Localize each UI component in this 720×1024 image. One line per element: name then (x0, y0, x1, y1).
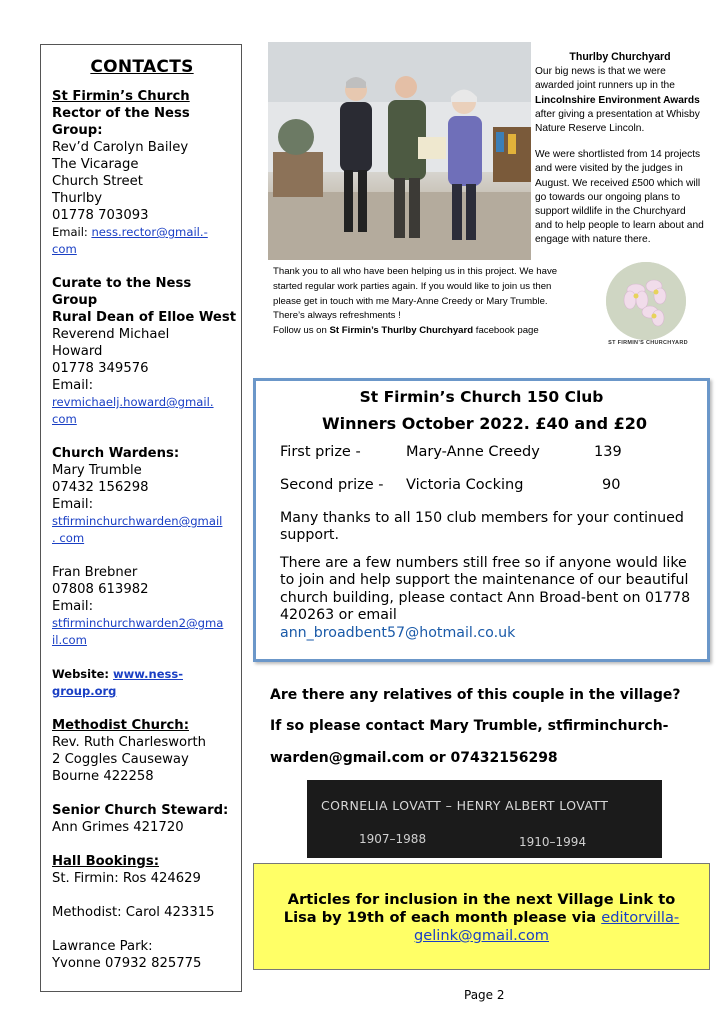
club-appeal-text: There are a few numbers still free so if anyone would like to join and help support the maintenance of our beautiful church building, please contact Ann Broad-bent on 01778 420263 or email (280, 555, 691, 624)
rector-email-line (52, 224, 241, 241)
warden2-name: Fran Brebner (52, 565, 138, 580)
curate-name-line2: Howard (52, 344, 103, 359)
website-contact (52, 666, 241, 700)
relatives-line1: Are there any relatives of this couple in the village? (270, 687, 681, 703)
warden1-phone: 07432 156298 (52, 480, 149, 495)
methodist-heading: Methodist Church: (52, 718, 189, 733)
methodist-address-line2: Bourne 422258 (52, 769, 154, 784)
articles-line2 (254, 909, 709, 927)
curate-role-line1: Curate to the Ness (52, 276, 192, 291)
warden1-name: Mary Trumble (52, 463, 142, 478)
relatives-line2: If so please contact Mary Trumble, stfirminchurch- (270, 718, 669, 734)
methodist-name: Rev. Ruth Charlesworth (52, 735, 207, 750)
warden2-contact (52, 564, 241, 649)
rector-role-line2: Group: (52, 123, 103, 138)
website-link[interactable]: www.ness- (113, 667, 183, 681)
page-number: Page 2 (464, 988, 505, 1002)
churchyard-para1-text: Our big news is that we were awarded joint runners up in the (535, 66, 675, 92)
rector-role-line1: Rector of the Ness (52, 106, 190, 121)
curate-role-line3: Rural Dean of Elloe West (52, 310, 237, 325)
articles-line1: Articles for inclusion in the next Village Link to (287, 891, 676, 908)
plaque-dates-cornelia: 1907–1988 (359, 832, 427, 846)
award-photo-illustration (268, 42, 531, 260)
churchyard-para2: We were shortlisted from 14 projects and were visited by the judges in August. We received £500 which will go towards our ongoing plans to support wildlife in the Churchyard and to help people to learn about and engage with nature there. (535, 149, 704, 246)
curate-name-line1: Reverend Michael (52, 327, 170, 342)
lawrance-park (52, 938, 241, 972)
flower-logo (606, 262, 686, 340)
lawrance-line2: Yvonne 07932 825775 (52, 956, 202, 971)
club-winners-heading: Winners October 2022. £40 and £20 (322, 414, 647, 433)
steward-contact (52, 802, 241, 836)
lawrance-line1: Lawrance Park: (52, 939, 153, 954)
second-prize-name: Victoria Cocking (406, 477, 524, 493)
churchyard-para1-end: after giving a presentation at Whisby Nature Reserve Lincoln. (535, 108, 700, 135)
rector-address-line1: The Vicarage (52, 157, 139, 172)
warden1-email-link[interactable]: stfirminchurchwarden@gmail (52, 514, 223, 528)
warden2-email-link[interactable]: stfirminchurchwarden2@gma (52, 616, 224, 630)
plaque-names: CORNELIA LOVATT – HENRY ALBERT LOVATT (321, 798, 609, 813)
st-firmin-heading: St Firmin’s Church (52, 89, 190, 104)
rector-email-link[interactable]: ness.rector@gmail.- (91, 225, 208, 239)
hall-contact (52, 853, 241, 887)
club-150-box (253, 378, 710, 662)
methodist-address-line1: 2 Coggles Causeway (52, 752, 189, 767)
flower-logo-label: ST FIRMIN’S CHURCHYARD (608, 340, 688, 346)
warden2-phone: 07808 613982 (52, 582, 149, 597)
rector-address-line3: Thurlby (52, 191, 103, 206)
hall-st-firmin: St. Firmin: Ros 424629 (52, 871, 201, 886)
hall-heading: Hall Bookings: (52, 854, 159, 869)
st-firmin-contact (52, 88, 241, 258)
plaque-dates-henry: 1910–1994 (519, 835, 587, 849)
curate-email-link-cont[interactable]: com (52, 412, 77, 426)
warden1-email-link-cont[interactable]: . com (52, 531, 85, 545)
club-thanks: Many thanks to all 150 club members for your continued support. (280, 510, 684, 544)
award-photo (268, 42, 531, 260)
churchyard-article (535, 50, 705, 260)
methodist-contact (52, 717, 241, 785)
first-prize-number: 139 (594, 444, 622, 460)
contacts-panel (40, 44, 242, 992)
rector-address-line2: Church Street (52, 174, 143, 189)
churchyard-thanks (273, 265, 603, 339)
memorial-plaque-photo (307, 780, 662, 858)
editor-email-link[interactable]: editorvilla- (601, 909, 680, 926)
relatives-line3: warden@gmail.com or 07432156298 (270, 750, 558, 766)
rector-name: Rev’d Carolyn Bailey (52, 140, 189, 155)
follow-line (273, 324, 603, 339)
follow-pre: Follow us on (273, 325, 330, 337)
first-prize-name: Mary-Anne Creedy (406, 444, 540, 460)
curate-contact (52, 275, 241, 428)
first-prize-label: First prize - (280, 444, 361, 460)
flower-icon (606, 262, 686, 340)
second-prize-number: 90 (602, 477, 621, 493)
hall-methodist: Methodist: Carol 423315 (52, 905, 215, 920)
steward-heading: Senior Church Steward: (52, 803, 229, 818)
contacts-title: CONTACTS (90, 57, 194, 77)
wardens-contact (52, 445, 241, 547)
articles-line2-text: Lisa by 19th of each month please via (283, 909, 602, 926)
rector-email-link-cont[interactable]: com (52, 242, 77, 256)
curate-email-link[interactable]: revmichaelj.howard@gmail. (52, 395, 214, 409)
club-appeal (280, 555, 695, 642)
thanks-line4: There’s always refreshments ! (273, 310, 401, 322)
website-link-cont[interactable]: group.org (52, 684, 117, 698)
second-prize-label: Second prize - (280, 477, 384, 493)
facebook-page-name: St Firmin’s Thurlby Churchyard (329, 325, 474, 337)
warden2-email-label: Email: (52, 599, 94, 614)
steward-name: Ann Grimes 421720 (52, 820, 184, 835)
articles-notice (253, 863, 710, 970)
curate-email-label: Email: (52, 378, 94, 393)
thanks-line3: please get in touch with me Mary-Anne Creedy or Mary Trumble. (273, 295, 548, 307)
warden2-email-link-cont[interactable]: il.com (52, 633, 87, 647)
wardens-heading: Church Wardens: (52, 446, 180, 461)
warden1-email-label: Email: (52, 497, 94, 512)
churchyard-awards-name: Lincolnshire Environment Awards (535, 94, 700, 106)
club-title: St Firmin’s Church 150 Club (359, 388, 604, 406)
follow-post: facebook page (473, 325, 539, 337)
rector-email-label: Email: (52, 225, 88, 239)
club-contact-email[interactable]: ann_broadbent57@hotmail.co.uk (280, 624, 516, 641)
thanks-line2: started regular work parties again. If you would like to join us then (273, 280, 552, 292)
curate-role-line2: Group (52, 293, 98, 308)
thanks-line1: Thank you to all who have been helping us in this project. We have (273, 266, 558, 277)
curate-phone: 01778 349576 (52, 361, 149, 376)
churchyard-heading: Thurlby Churchyard (569, 51, 671, 63)
website-label: Website: (52, 667, 109, 681)
churchyard-para1 (535, 65, 705, 136)
editor-email-link-cont[interactable]: gelink@gmail.com (414, 927, 549, 944)
rector-phone: 01778 703093 (52, 208, 149, 223)
